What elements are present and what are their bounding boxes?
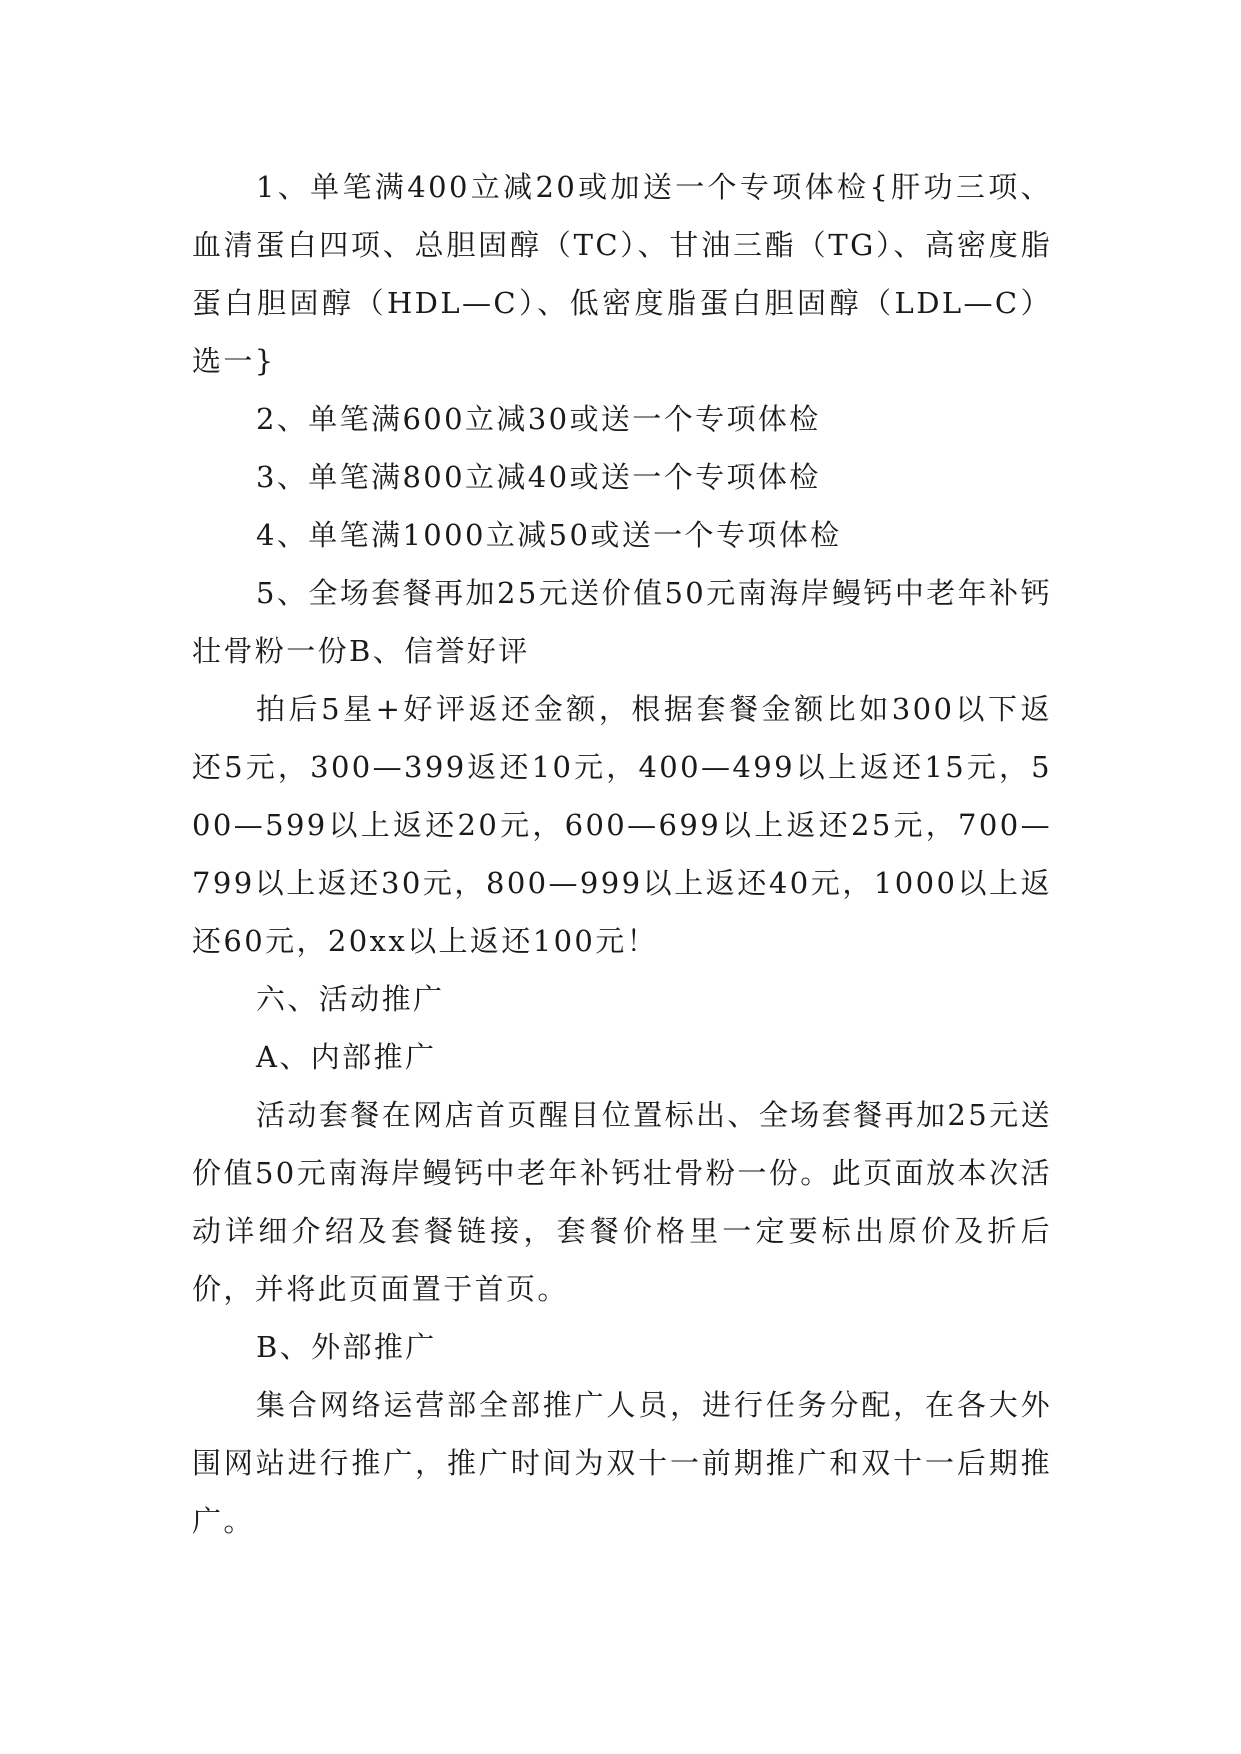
paragraph-review-refund: 拍后5星+好评返还金额，根据套餐金额比如300以下返还5元，300—399返还10元，400—499以上返还15元，500—599以上返还20元，600—699以上返还25元，700—799以上返还30元，800—999以上返还40元，1000以上返还60元，20xx以上返还100元！ [192,692,1052,958]
subheading-internal-promotion: A、内部推广 [256,1040,437,1074]
paragraph-package-gift: 5、全场套餐再加25元送价值50元南海岸鳗钙中老年补钙壮骨粉一份B、信誉好评 [192,576,1052,668]
paragraph-internal-promotion: 活动套餐在网店首页醒目位置标出、全场套餐再加25元送价值50元南海岸鳗钙中老年补钙壮骨粉一份。此页面放本次活动详细介绍及套餐链接，套餐价格里一定要标出原价及折后价，并将此页面置于首页。 [192,1098,1052,1306]
section-heading-promotion: 六、活动推广 [256,982,445,1016]
paragraph-discount-800: 3、单笔满800立减40或送一个专项体检 [256,460,821,494]
paragraph-discount-1000: 4、单笔满1000立减50或送一个专项体检 [256,518,842,552]
paragraph-discount-400: 1、单笔满400立减20或加送一个专项体检{肝功三项、血清蛋白四项、总胆固醇（TC）、甘油三酯（TG）、高密度脂蛋白胆固醇（HDL—C）、低密度脂蛋白胆固醇（LDL—C）选一} [192,170,1052,378]
paragraph-discount-600: 2、单笔满600立减30或送一个专项体检 [256,402,821,436]
paragraph-external-promotion: 集合网络运营部全部推广人员，进行任务分配，在各大外围网站进行推广，推广时间为双十一前期推广和双十一后期推广。 [192,1388,1052,1538]
subheading-external-promotion: B、外部推广 [256,1330,437,1364]
document-body [192,158,1052,1550]
